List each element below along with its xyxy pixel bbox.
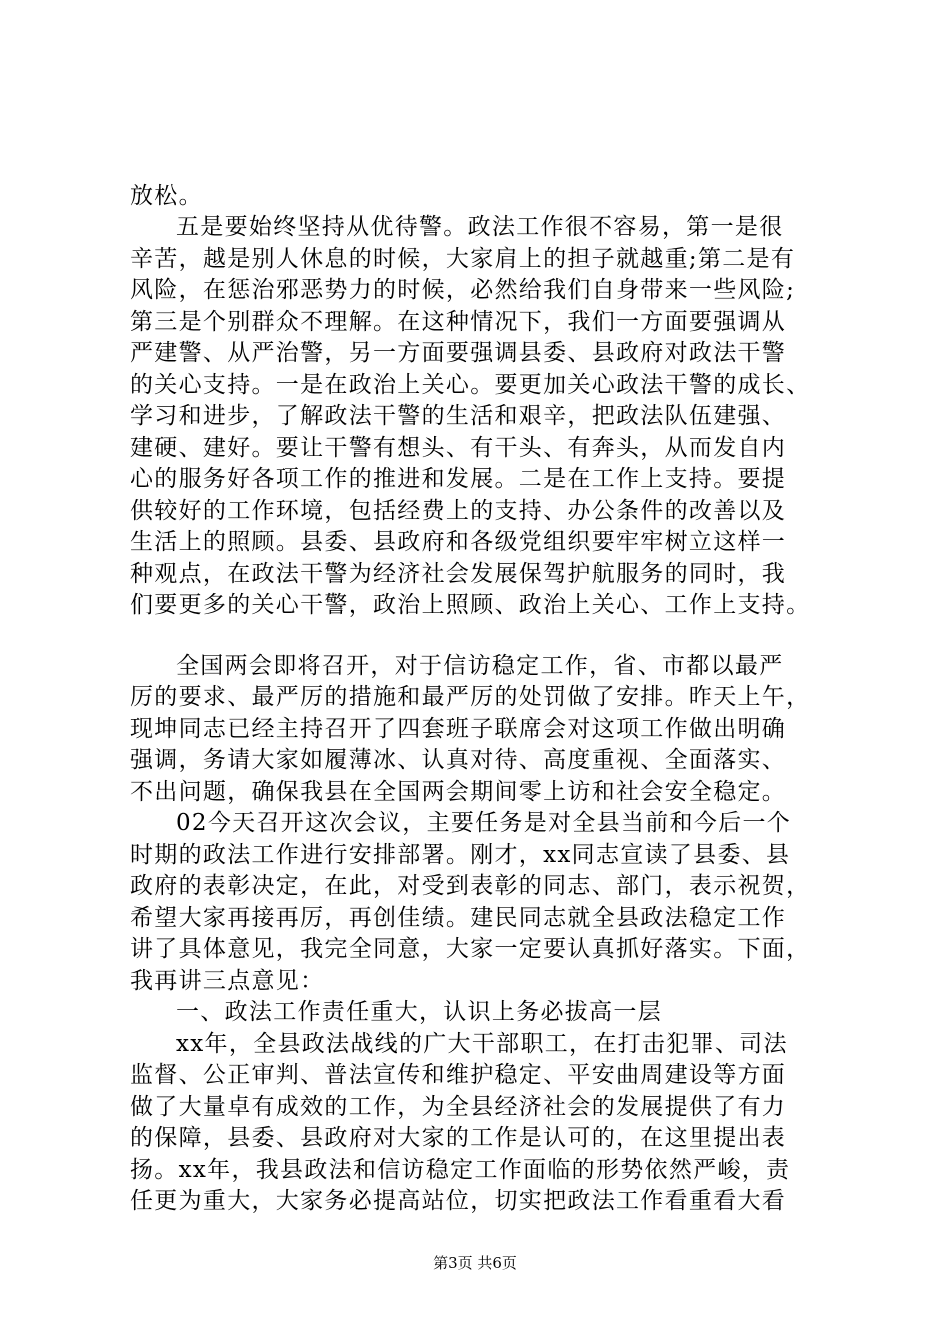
text-line: 们要更多的关心干警，政治上照顾、政治上关心、工作上支持。 bbox=[130, 592, 811, 618]
text-line: 时期的政法工作进行安排部署。刚才，xx同志宣读了县委、县 bbox=[130, 842, 791, 868]
text-line: 监督、公正审判、普法宣传和维护稳定、平安曲周建设等方面 bbox=[130, 1062, 787, 1088]
text-line: 现坤同志已经主持召开了四套班子联席会对这项工作做出明确 bbox=[130, 716, 787, 742]
text-line: 全国两会即将召开，对于信访稳定工作，省、市都以最严 bbox=[176, 653, 784, 679]
text-line: 不出问题，确保我县在全国两会期间零上访和社会安全稳定。 bbox=[130, 779, 787, 805]
text-line: 学习和进步，了解政法干警的生活和艰辛，把政法队伍建强、 bbox=[130, 403, 787, 429]
section-heading: 一、政法工作责任重大，认识上务必拔高一层 bbox=[176, 999, 662, 1025]
text-line: 政府的表彰决定，在此，对受到表彰的同志、部门，表示祝贺， bbox=[130, 873, 811, 899]
text-line: 任更为重大，大家务必提高站位，切实把政法工作看重看大看 bbox=[130, 1188, 787, 1214]
text-line: 希望大家再接再厉，再创佳绩。建民同志就全县政法稳定工作 bbox=[130, 905, 787, 931]
text-line: 种观点，在政法干警为经济社会发展保驾护航服务的同时，我 bbox=[130, 561, 787, 587]
text-line: 第三是个别群众不理解。在这种情况下，我们一方面要强调从 bbox=[130, 309, 787, 335]
page-number-footer: 第3页 共6页 bbox=[433, 1254, 517, 1272]
text-line: xx年，全县政法战线的广大干部职工，在打击犯罪、司法 bbox=[176, 1031, 788, 1057]
text-line: 做了大量卓有成效的工作，为全县经济社会的发展提供了有力 bbox=[130, 1094, 787, 1120]
text-line: 扬。xx年，我县政法和信访稳定工作面临的形势依然严峻，责 bbox=[130, 1157, 791, 1183]
text-line: 风险，在惩治邪恶势力的时候，必然给我们自身带来一些风险; bbox=[130, 277, 796, 303]
text-line: 我再讲三点意见： bbox=[130, 968, 325, 994]
text-line: 建硬、建好。要让干警有想头、有干头、有奔头，从而发自内 bbox=[130, 435, 787, 461]
text-line: 强调，务请大家如履薄冰、认真对待、高度重视、全面落实、 bbox=[130, 747, 787, 773]
text-line: 生活上的照顾。县委、县政府和各级党组织要牢牢树立这样一 bbox=[130, 529, 787, 555]
text-line: 严建警、从严治警，另一方面要强调县委、县政府对政法干警 bbox=[130, 340, 787, 366]
text-line: 的关心支持。一是在政治上关心。要更加关心政法干警的成长、 bbox=[130, 372, 811, 398]
text-line: 讲了具体意见，我完全同意，大家一定要认真抓好落实。下面， bbox=[130, 936, 811, 962]
text-line: 的保障，县委、县政府对大家的工作是认可的，在这里提出表 bbox=[130, 1125, 787, 1151]
text-line: 辛苦，越是别人休息的时候，大家肩上的担子就越重;第二是有 bbox=[130, 246, 796, 272]
text-line: 心的服务好各项工作的推进和发展。二是在工作上支持。要提 bbox=[130, 466, 787, 492]
text-line: 供较好的工作环境，包括经费上的支持、办公条件的改善以及 bbox=[130, 498, 787, 524]
text-line: 放松。 bbox=[130, 183, 203, 209]
text-line: 厉的要求、最严厉的措施和最严厉的处罚做了安排。昨天上午， bbox=[130, 684, 811, 710]
text-line: 五是要始终坚持从优待警。政法工作很不容易，第一是很 bbox=[176, 214, 784, 240]
text-line: 02今天召开这次会议，主要任务是对全县当前和今后一个 bbox=[176, 810, 792, 836]
